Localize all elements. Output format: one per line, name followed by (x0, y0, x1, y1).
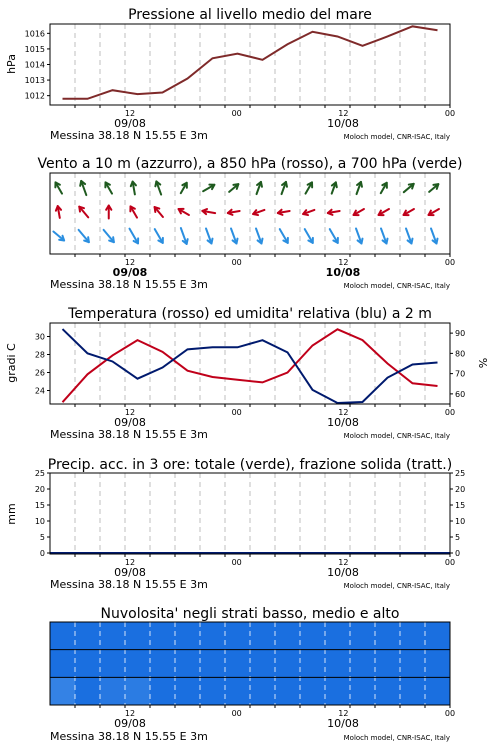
precipitation-location: Messina 38.18 N 15.55 E 3m (50, 578, 208, 591)
temperature-title: Temperatura (rosso) ed umidita' relativa (blu) a 2 m (68, 306, 432, 322)
pressure-date-1: 09/08 (114, 117, 146, 130)
temperature-location: Messina 38.18 N 15.55 E 3m (50, 428, 208, 441)
cloud-cell-alto (325, 622, 351, 650)
wind-arrow-10-m (79, 230, 89, 242)
wind-x-tick-label: 00 (444, 258, 456, 267)
wind-arrow-10-m (381, 228, 387, 243)
wind-arrow-850-hPa (79, 207, 88, 218)
cloud-cell-basso (375, 677, 401, 705)
pressure-location: Messina 38.18 N 15.55 E 3m (50, 129, 208, 142)
cloud-x-tick-label: 12 (338, 709, 349, 718)
wind-arrow-10-m (155, 229, 163, 243)
humidity-line (63, 329, 438, 403)
wind-panel (37, 156, 462, 291)
cloud-cell-basso (150, 677, 176, 705)
wind-arrow-850-hPa (379, 209, 389, 215)
cloud-cell-alto (275, 622, 301, 650)
cloud-panel (50, 606, 455, 743)
precipitation-y-right-tick-label: 15 (455, 501, 466, 510)
wind-arrow-850-hPa (303, 210, 314, 215)
precipitation-y-tick-label: 0 (39, 549, 45, 558)
cloud-cell-medio (425, 650, 451, 678)
humidity-y-right-tick-label: 90 (455, 329, 466, 339)
cloud-cell-basso (325, 677, 351, 705)
humidity-ylabel: % (477, 357, 490, 369)
temperature-y-tick-label: 28 (34, 350, 45, 360)
cloud-cell-basso (250, 677, 276, 705)
cloud-cell-medio (50, 650, 76, 678)
pressure-title: Pressione al livello medio del mare (128, 7, 372, 23)
precipitation-y-tick-label: 10 (34, 517, 45, 526)
precipitation-credit: Moloch model, CNR-ISAC, Italy (343, 582, 450, 590)
pressure-panel (5, 7, 455, 142)
precipitation-title: Precip. acc. in 3 ore: totale (verde), frazione solida (tratt.) (47, 457, 453, 473)
wind-title: Vento a 10 m (azzurro), a 850 hPa (rosso), a 700 hPa (verde) (37, 156, 463, 172)
cloud-title: Nuvolosita' negli strati basso, medio e alto (100, 606, 400, 622)
precipitation-y-tick-label: 5 (39, 533, 45, 542)
cloud-credit: Moloch model, CNR-ISAC, Italy (343, 734, 450, 742)
wind-arrow-10-m (356, 228, 362, 243)
wind-arrow-850-hPa (228, 210, 240, 215)
wind-arrow-850-hPa (56, 206, 61, 218)
precipitation-y-tick-label: 15 (34, 501, 45, 510)
wind-arrow-10-m (130, 229, 139, 244)
cloud-cell-alto (375, 622, 401, 650)
wind-arrow-10-m (330, 229, 338, 243)
precipitation-date-1: 09/08 (114, 566, 146, 579)
wind-arrow-700-hPa (282, 182, 287, 194)
wind-x-tick-label: 00 (231, 258, 242, 267)
pressure-y-tick-label: 1014 (24, 60, 45, 70)
cloud-cell-medio (300, 650, 326, 678)
wind-arrow-700-hPa (306, 182, 313, 193)
humidity-y-right-tick-label: 70 (455, 369, 466, 379)
precipitation-y-right-tick-label: 5 (455, 533, 461, 542)
wind-arrow-10-m (406, 228, 412, 243)
cloud-cell-alto (100, 622, 126, 650)
precipitation-x-tick-label: 12 (338, 558, 349, 567)
cloud-cell-basso (125, 677, 151, 705)
temperature-credit: Moloch model, CNR-ISAC, Italy (343, 432, 450, 440)
pressure-x-tick-label: 00 (231, 109, 242, 118)
wind-date-1: 09/08 (112, 266, 148, 279)
pressure-date-2: 10/08 (327, 117, 359, 130)
wind-arrow-700-hPa (229, 184, 238, 192)
cloud-cell-basso (75, 677, 101, 705)
wind-arrow-10-m (181, 228, 188, 244)
cloud-cell-medio (325, 650, 351, 678)
cloud-cell-alto (75, 622, 101, 650)
cloud-cell-basso (425, 677, 451, 705)
wind-credit: Moloch model, CNR-ISAC, Italy (343, 282, 450, 290)
cloud-cell-alto (125, 622, 151, 650)
wind-arrow-850-hPa (155, 207, 163, 217)
cloud-x-tick-label: 00 (231, 709, 242, 718)
cloud-cell-medio (175, 650, 201, 678)
cloud-cell-medio (75, 650, 101, 678)
pressure-x-tick-label: 12 (124, 109, 136, 118)
cloud-cell-basso (225, 677, 251, 705)
wind-arrow-700-hPa (357, 182, 362, 194)
wind-arrow-850-hPa (202, 209, 215, 214)
wind-arrow-10-m (231, 228, 237, 243)
cloud-cell-basso (275, 677, 301, 705)
cloud-cell-medio (275, 650, 301, 678)
wind-arrow-10-m (431, 228, 437, 243)
wind-arrow-700-hPa (181, 183, 187, 193)
cloud-cell-alto (175, 622, 201, 650)
wind-arrow-700-hPa (257, 182, 262, 194)
wind-arrow-700-hPa (429, 184, 438, 192)
wind-location: Messina 38.18 N 15.55 E 3m (50, 278, 208, 291)
wind-arrow-850-hPa (354, 209, 364, 215)
precipitation-y-right-tick-label: 0 (455, 549, 461, 558)
temperature-x-tick-label: 12 (124, 408, 136, 417)
wind-arrow-700-hPa (131, 182, 136, 195)
wind-arrow-700-hPa (404, 184, 414, 192)
pressure-credit: Moloch model, CNR-ISAC, Italy (343, 133, 450, 141)
cloud-cell-basso (200, 677, 226, 705)
wind-arrow-700-hPa (381, 183, 387, 193)
wind-arrow-700-hPa (55, 182, 62, 193)
cloud-cell-medio (125, 650, 151, 678)
cloud-cell-basso (400, 677, 426, 705)
humidity-y-right-tick-label: 60 (455, 389, 466, 399)
wind-arrow-850-hPa (404, 209, 414, 215)
temperature-y-tick-label: 30 (34, 332, 45, 342)
cloud-cell-medio (400, 650, 426, 678)
wind-arrow-850-hPa (328, 210, 340, 215)
wind-arrow-850-hPa (278, 210, 290, 215)
wind-arrow-850-hPa (130, 206, 137, 217)
wind-arrow-10-m (53, 232, 64, 241)
wind-arrow-850-hPa (179, 209, 189, 215)
wind-date-2: 10/08 (325, 266, 361, 279)
temperature-y-tick-label: 26 (34, 368, 45, 378)
pressure-ylabel: hPa (5, 54, 18, 74)
cloud-location: Messina 38.18 N 15.55 E 3m (50, 730, 208, 743)
wind-arrow-850-hPa (429, 209, 439, 215)
wind-arrow-10-m (256, 228, 262, 243)
humidity-y-right-tick-label: 80 (455, 349, 466, 359)
temperature-y-tick-label: 24 (34, 386, 45, 396)
cloud-date-1: 09/08 (114, 717, 146, 730)
cloud-cell-basso (175, 677, 201, 705)
cloud-cell-basso (350, 677, 376, 705)
wind-arrow-10-m (206, 228, 212, 243)
cloud-x-tick-label: 00 (444, 709, 456, 718)
precipitation-x-tick-label: 00 (231, 558, 242, 567)
cloud-cell-medio (225, 650, 251, 678)
pressure-y-tick-label: 1012 (24, 91, 45, 101)
pressure-y-tick-label: 1016 (24, 29, 45, 39)
temperature-x-tick-label: 00 (444, 408, 456, 417)
pressure-x-tick-label: 12 (338, 109, 349, 118)
precipitation-x-tick-label: 00 (444, 558, 456, 567)
precipitation-x-tick-label: 12 (124, 558, 136, 567)
temperature-x-tick-label: 12 (338, 408, 349, 417)
wind-x-tick-label: 12 (338, 258, 349, 267)
temperature-date-1: 09/08 (114, 416, 146, 429)
temperature-ylabel: gradi C (5, 343, 18, 383)
wind-arrow-10-m (104, 230, 114, 242)
cloud-cell-alto (250, 622, 276, 650)
cloud-cell-medio (375, 650, 401, 678)
temperature-panel (5, 306, 490, 441)
cloud-cell-alto (400, 622, 426, 650)
temperature-date-2: 10/08 (327, 416, 359, 429)
cloud-cell-alto (150, 622, 176, 650)
wind-arrow-700-hPa (105, 182, 112, 193)
cloud-cell-alto (225, 622, 251, 650)
cloud-cell-basso (50, 677, 76, 705)
pressure-y-tick-label: 1015 (24, 44, 45, 54)
cloud-cell-alto (50, 622, 76, 650)
wind-arrow-10-m (280, 229, 288, 243)
pressure-x-tick-label: 00 (444, 109, 456, 118)
cloud-cell-basso (300, 677, 326, 705)
cloud-cell-medio (100, 650, 126, 678)
cloud-cell-alto (350, 622, 376, 650)
precipitation-y-right-tick-label: 20 (455, 485, 466, 494)
cloud-cell-medio (200, 650, 226, 678)
wind-arrow-10-m (305, 229, 313, 243)
wind-arrow-850-hPa (253, 210, 264, 215)
cloud-cell-medio (250, 650, 276, 678)
precipitation-panel (5, 457, 465, 591)
cloud-cell-alto (300, 622, 326, 650)
cloud-date-2: 10/08 (327, 717, 359, 730)
precipitation-ylabel: mm (5, 503, 18, 525)
wind-arrow-700-hPa (155, 181, 161, 194)
pressure-y-tick-label: 1013 (24, 76, 45, 86)
precipitation-y-right-tick-label: 25 (455, 469, 466, 478)
precipitation-y-tick-label: 20 (34, 485, 45, 494)
precipitation-y-right-tick-label: 10 (455, 517, 466, 526)
temperature-x-tick-label: 00 (231, 408, 242, 417)
cloud-cell-alto (425, 622, 451, 650)
wind-arrow-700-hPa (332, 182, 337, 193)
precipitation-date-2: 10/08 (327, 566, 359, 579)
wind-arrow-700-hPa (80, 181, 86, 195)
wind-arrow-700-hPa (203, 185, 214, 192)
wind-arrow-850-hPa (106, 206, 111, 219)
cloud-cell-medio (150, 650, 176, 678)
cloud-x-tick-label: 12 (124, 709, 136, 718)
cloud-cell-basso (100, 677, 126, 705)
precipitation-y-tick-label: 25 (34, 469, 45, 478)
cloud-cell-medio (350, 650, 376, 678)
wind-x-tick-label: 12 (124, 258, 136, 267)
cloud-cell-alto (200, 622, 226, 650)
